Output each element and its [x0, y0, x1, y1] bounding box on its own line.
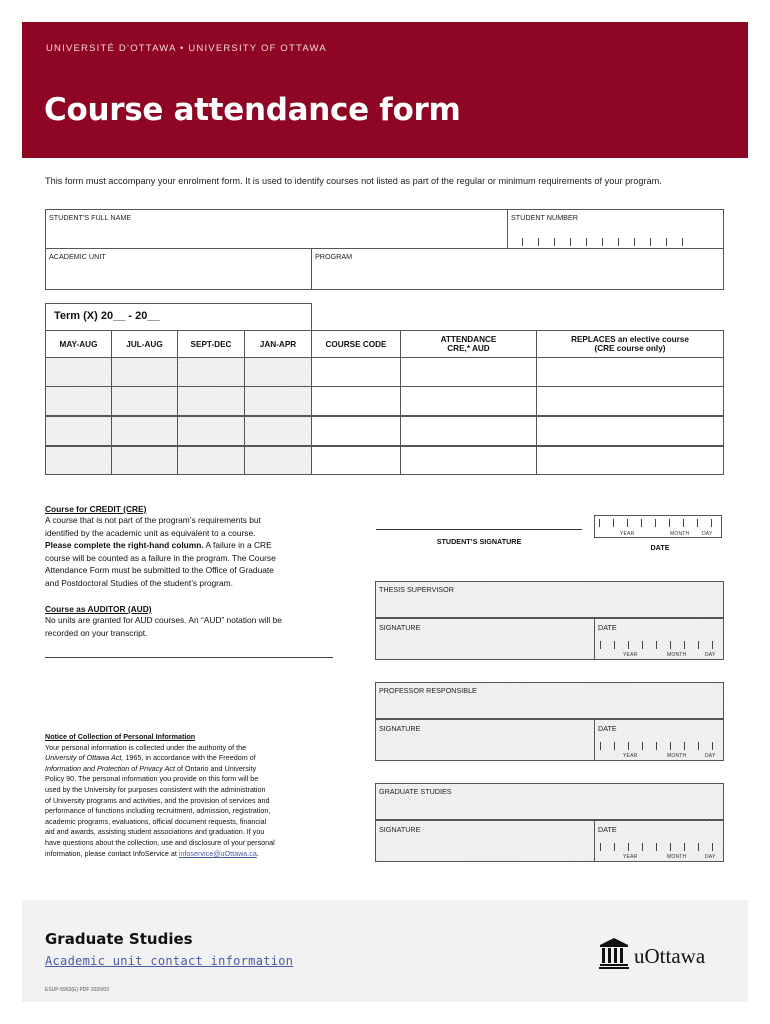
term-row-3-cell-3[interactable] — [177, 416, 245, 446]
program-label: PROGRAM — [315, 252, 353, 261]
graduate-studies-date-day: DAY — [705, 854, 716, 860]
graduate-studies-name-box[interactable] — [375, 783, 724, 820]
professor-responsible-label: PROFESSOR RESPONSIBLE — [379, 686, 477, 695]
notice-line-7: performance of functions including recruitment, admission, registration, — [45, 806, 271, 816]
professor-responsible-date-box[interactable] — [594, 719, 724, 761]
term-row-1-cell-7[interactable] — [536, 357, 724, 387]
student-number-label: STUDENT NUMBER — [511, 213, 578, 222]
graduate-studies-date-label: DATE — [598, 825, 617, 834]
thesis-supervisor-signature-box[interactable] — [375, 618, 595, 660]
student-date-day: DAY — [702, 531, 713, 537]
student-date-month: MONTH — [670, 531, 690, 537]
term-row-3-cell-6[interactable] — [400, 416, 537, 446]
university-name: UNIVERSITÉ D’OTTAWA • UNIVERSITY OF OTTAWA — [46, 43, 327, 54]
thesis-supervisor-date-ticks — [600, 641, 713, 649]
graduate-studies-signature-label: SIGNATURE — [379, 825, 421, 834]
col-attendance: ATTENDANCE CRE,* AUD — [400, 330, 537, 358]
graduate-studies-label: GRADUATE STUDIES — [379, 787, 452, 796]
term-row-4-cell-4[interactable] — [244, 446, 312, 475]
term-row-1-cell-2[interactable] — [111, 357, 178, 387]
intro-text: This form must accompany your enrolment form. It is used to identify courses not listed as part of the regular or minimum requirements of your program. — [45, 176, 662, 186]
term-row-2-cell-5[interactable] — [311, 386, 401, 416]
credit-line-1: A course that is not part of the program’s requirements but — [45, 515, 261, 525]
notice-heading: Notice of Collection of Personal Information — [45, 732, 196, 741]
term-row-1-cell-4[interactable] — [244, 357, 312, 387]
uottawa-logo-text: uOttawa — [634, 944, 706, 968]
notice-line-8: academic programs, evaluations, official document requests, financial — [45, 816, 267, 826]
col-sept-dec: SEPT-DEC — [177, 330, 245, 358]
full-name-label: STUDENT'S FULL NAME — [49, 213, 132, 222]
term-row-4-cell-7[interactable] — [536, 446, 724, 475]
thesis-supervisor-date-day: DAY — [705, 652, 716, 658]
professor-responsible-date-day: DAY — [705, 753, 716, 759]
credit-heading: Course for CREDIT (CRE) — [45, 504, 147, 514]
term-row-2-cell-6[interactable] — [400, 386, 537, 416]
term-row-4-cell-1[interactable] — [45, 446, 112, 475]
student-signature-line[interactable] — [376, 529, 582, 530]
form-code: ESUP-5963(E) PDF 2020/03 — [45, 987, 109, 993]
term-row-3-cell-7[interactable] — [536, 416, 724, 446]
footer-title: Graduate Studies — [45, 930, 193, 948]
graduate-studies-date-ticks — [600, 843, 713, 851]
academic-unit-label: ACADEMIC UNIT — [49, 252, 106, 261]
col-may-aug: MAY-AUG — [45, 330, 112, 358]
notice-line-5: used by the University for purposes consistent with the administration — [45, 784, 266, 794]
term-row-2-cell-7[interactable] — [536, 386, 724, 416]
col-course-code: COURSE CODE — [311, 330, 401, 358]
term-label: Term (X) 20__ - 20__ — [54, 310, 160, 322]
notice-line-9: aid and awards, assisting student associations and graduation. If you — [45, 827, 265, 837]
notice-line-11: information, please contact InfoService at infoservice@uOttawa.ca. — [45, 848, 259, 858]
program-field[interactable] — [312, 249, 723, 289]
auditor-line-1: No units are granted for AUD courses. An “AUD” notation will be — [45, 615, 282, 625]
student-date-ticks — [599, 519, 712, 527]
term-row-2-cell-1[interactable] — [45, 386, 112, 416]
notice-line-3: Information and Protection of Privacy Act of Ontario and University — [45, 763, 257, 773]
term-row-2-cell-2[interactable] — [111, 386, 178, 416]
professor-responsible-date-ticks — [600, 742, 713, 750]
term-row-2-cell-3[interactable] — [177, 386, 245, 416]
professor-responsible-name-box[interactable] — [375, 682, 724, 719]
auditor-section — [45, 604, 345, 639]
graduate-studies-signature-box[interactable] — [375, 820, 595, 862]
student-date-label: DATE — [650, 543, 670, 552]
student-number-ticks — [522, 238, 683, 246]
thesis-supervisor-date-label: DATE — [598, 623, 617, 632]
term-row-3-cell-5[interactable] — [311, 416, 401, 446]
infoservice-email-link[interactable]: infoservice@uOttawa.ca — [178, 848, 257, 858]
term-row-4-cell-6[interactable] — [400, 446, 537, 475]
term-row-2-cell-4[interactable] — [244, 386, 312, 416]
notice-line-2: University of Ottawa Act, 1965, in accordance with the Freedom of — [45, 753, 256, 763]
term-header-cell — [45, 303, 312, 330]
auditor-heading: Course as AUDITOR (AUD) — [45, 604, 152, 614]
professor-responsible-signature-label: SIGNATURE — [379, 724, 421, 733]
col-jan-apr: JAN-APR — [244, 330, 312, 358]
credit-line-4: course will be counted as a failure in the program. The Course — [45, 552, 276, 563]
student-number-field[interactable] — [508, 210, 723, 247]
privacy-notice — [45, 732, 335, 859]
term-row-1-cell-6[interactable] — [400, 357, 537, 387]
notice-line-10: have questions about the collection, use and disclosure of your personal — [45, 837, 275, 847]
graduate-studies-date-year: YEAR — [623, 854, 638, 860]
thesis-supervisor-date-year: YEAR — [623, 652, 638, 658]
thesis-supervisor-date-month: MONTH — [667, 652, 687, 658]
auditor-line-2: recorded on your transcript. — [45, 627, 148, 638]
term-row-4-cell-5[interactable] — [311, 446, 401, 475]
notice-line-6: of University programs and activities, and the provision of services and — [45, 795, 270, 805]
col-replaces: REPLACES an elective course (CRE course only) — [536, 330, 724, 358]
term-row-3-cell-4[interactable] — [244, 416, 312, 446]
professor-responsible-date-year: YEAR — [623, 753, 638, 759]
professor-responsible-date-label: DATE — [598, 724, 617, 733]
student-signature-label: STUDENT’S SIGNATURE — [436, 537, 522, 546]
credit-line-3: Please complete the right-hand column. A failure in a CRE — [45, 540, 272, 551]
credit-section — [45, 504, 345, 590]
academic-unit-field[interactable] — [46, 249, 310, 289]
student-date-year: YEAR — [620, 531, 635, 537]
credit-line-6: and Postdoctoral Studies of the student’s program. — [45, 577, 233, 588]
uottawa-crest-icon — [599, 937, 629, 969]
term-row-1-cell-3[interactable] — [177, 357, 245, 387]
notice-line-1: Your personal information is collected under the authority of the — [45, 742, 247, 752]
term-row-1-cell-1[interactable] — [45, 357, 112, 387]
academic-unit-contact-link[interactable]: Academic unit contact information — [45, 954, 294, 968]
term-row-4-cell-2[interactable] — [111, 446, 178, 475]
professor-responsible-date-month: MONTH — [667, 753, 687, 759]
term-row-3-cell-1[interactable] — [45, 416, 112, 446]
credit-line-2: identified by the academic unit as equivalent to a course. — [45, 527, 256, 538]
graduate-studies-date-month: MONTH — [667, 854, 687, 860]
credit-line-5: Attendance Form must be submitted to the Office of Graduate — [45, 565, 274, 576]
thesis-supervisor-signature-label: SIGNATURE — [379, 623, 421, 632]
thesis-supervisor-name-box[interactable] — [375, 581, 724, 618]
col-jul-aug: JUL-AUG — [111, 330, 178, 358]
left-divider — [45, 657, 333, 658]
term-row-4-cell-3[interactable] — [177, 446, 245, 475]
professor-responsible-signature-box[interactable] — [375, 719, 595, 761]
page-title: Course attendance form — [44, 92, 461, 128]
thesis-supervisor-date-box[interactable] — [594, 618, 724, 660]
full-name-field[interactable] — [46, 210, 506, 247]
term-row-1-cell-5[interactable] — [311, 357, 401, 387]
graduate-studies-date-box[interactable] — [594, 820, 724, 862]
term-row-3-cell-2[interactable] — [111, 416, 178, 446]
notice-line-4: Policy 90. The personal information you provide on this form will be — [45, 774, 259, 784]
thesis-supervisor-label: THESIS SUPERVISOR — [379, 585, 454, 594]
